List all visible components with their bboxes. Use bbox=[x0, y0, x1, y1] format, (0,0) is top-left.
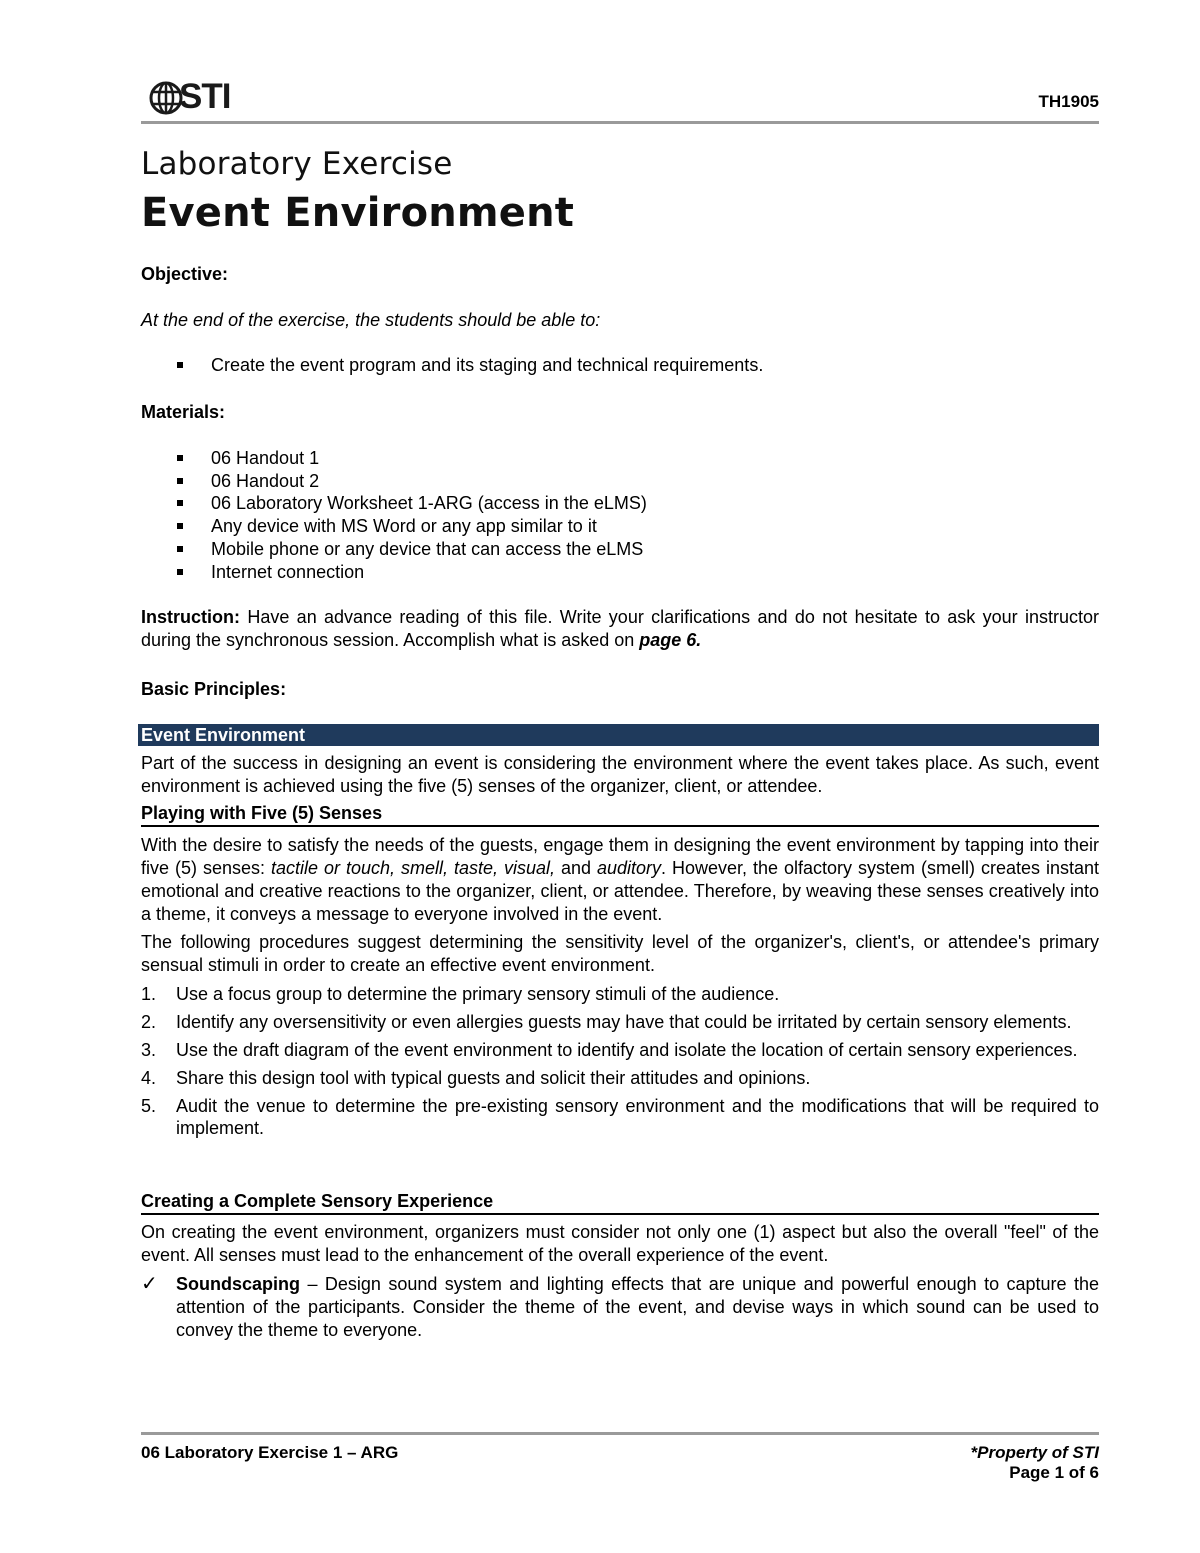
step-text: Identify any oversensitivity or even allergies guests may have that could be irritated by certain sensory elements. bbox=[176, 1012, 1072, 1032]
procedure-steps bbox=[141, 983, 1099, 1145]
document-page bbox=[141, 0, 1099, 1553]
soundscaping-description: – Design sound system and lighting effects that are unique and powerful enough to capture the attention of the participants. Consider the theme of the event, and devise ways in which sound can be used to convey the theme to everyone. bbox=[176, 1274, 1099, 1340]
step-text: Use the draft diagram of the event environment to identify and isolate the location of certain sensory experiences. bbox=[176, 1040, 1078, 1060]
checkmark-icon: ✓ bbox=[141, 1273, 158, 1295]
page-header bbox=[141, 70, 1099, 116]
sti-logo bbox=[149, 76, 249, 118]
list-item bbox=[141, 1067, 1099, 1089]
logo-text: STI bbox=[179, 77, 231, 116]
step-text: Share this design tool with typical guests and solicit their attitudes and opinions. bbox=[176, 1068, 811, 1088]
objective-list bbox=[141, 354, 1099, 377]
objective-heading: Objective: bbox=[141, 264, 229, 284]
list-item: Create the event program and its staging and technical requirements. bbox=[141, 354, 1099, 377]
footer-rule bbox=[141, 1432, 1099, 1435]
document-code: TH1905 bbox=[1038, 92, 1099, 111]
step-number: 2. bbox=[141, 1012, 157, 1032]
instruction-paragraph bbox=[141, 606, 1099, 652]
footer-property: *Property of STI bbox=[970, 1443, 1099, 1462]
soundscaping-text bbox=[141, 1273, 1099, 1342]
p1-text-a: With the desire to satisfy the needs of the guests, engage them in designing the event environment by tapping into their five (5) senses: bbox=[141, 835, 1099, 878]
list-item: Internet connection bbox=[141, 561, 1099, 584]
step-number: 4. bbox=[141, 1068, 157, 1088]
step-number: 1. bbox=[141, 984, 157, 1004]
materials-list bbox=[141, 447, 1099, 583]
header-rule bbox=[141, 121, 1099, 124]
footer-right bbox=[971, 1443, 1099, 1483]
instruction-text: Have an advance reading of this file. Write your clarifications and do not hesitate to ask your instructor during the synchronous session. Accomplish what is asked on bbox=[141, 607, 1099, 650]
playing-senses-heading: Playing with Five (5) Senses bbox=[141, 802, 1099, 827]
soundscaping-term: Soundscaping bbox=[176, 1274, 301, 1294]
footer-page-number: Page 1 of 6 bbox=[1009, 1463, 1099, 1482]
p1-and: and bbox=[554, 858, 597, 878]
list-item bbox=[141, 1039, 1099, 1061]
globe-icon bbox=[149, 78, 183, 118]
list-item: Mobile phone or any device that can access the eLMS bbox=[141, 538, 1099, 561]
objective-intro: At the end of the exercise, the students should be able to: bbox=[141, 310, 601, 330]
playing-senses-paragraph-2: The following procedures suggest determining the sensitivity level of the organizer's, client's, or attendee's primary sensual stimuli in order to create an effective event environment. bbox=[141, 932, 1099, 975]
p1-text-b: . However, the olfactory system (smell) creates instant emotional and creative reactions to the organizer, client, or attendee. Therefore, by weaving these senses creatively into a theme, it conveys a message to everyone involved in the event. bbox=[141, 858, 1100, 924]
footer-document-name: 06 Laboratory Exercise 1 – ARG bbox=[141, 1443, 399, 1462]
list-item: 06 Laboratory Worksheet 1-ARG (access in the eLMS) bbox=[141, 492, 1099, 515]
playing-senses-paragraph-1 bbox=[141, 834, 1099, 926]
list-item bbox=[141, 1011, 1099, 1033]
step-number: 5. bbox=[141, 1096, 157, 1116]
step-text: Use a focus group to determine the primary sensory stimuli of the audience. bbox=[176, 984, 780, 1004]
materials-heading: Materials: bbox=[141, 402, 226, 422]
p1-senses: tactile or touch, smell, taste, visual, bbox=[270, 858, 555, 878]
instruction-emphasis: page 6. bbox=[639, 630, 702, 650]
page-title: Event Environment bbox=[141, 190, 575, 236]
instruction-label: Instruction: bbox=[141, 607, 240, 627]
soundscaping-item bbox=[141, 1273, 1099, 1342]
step-text: Audit the venue to determine the pre-existing sensory environment and the modifications that will be required to implement. bbox=[176, 1096, 1099, 1138]
list-item bbox=[141, 1095, 1099, 1139]
list-item bbox=[141, 983, 1099, 1005]
p1-auditory: auditory bbox=[596, 858, 662, 878]
list-item: 06 Handout 1 bbox=[141, 447, 1099, 470]
step-number: 3. bbox=[141, 1040, 157, 1060]
list-item: Any device with MS Word or any app similar to it bbox=[141, 515, 1099, 538]
creating-experience-text: On creating the event environment, organizers must consider not only one (1) aspect but also the overall "feel" of the event. All senses must lead to the enhancement of the overall experience of the event. bbox=[141, 1222, 1099, 1265]
event-environment-text: Part of the success in designing an event is considering the environment where the event takes place. As such, event environment is achieved using the five (5) senses of the organizer, client, or attendee. bbox=[141, 753, 1099, 796]
event-environment-bar-heading: Event Environment bbox=[138, 724, 1099, 746]
basic-principles-heading: Basic Principles: bbox=[141, 679, 287, 699]
list-item: 06 Handout 2 bbox=[141, 470, 1099, 493]
creating-experience-heading: Creating a Complete Sensory Experience bbox=[141, 1190, 1099, 1215]
page-title-line1: Laboratory Exercise bbox=[141, 146, 453, 182]
